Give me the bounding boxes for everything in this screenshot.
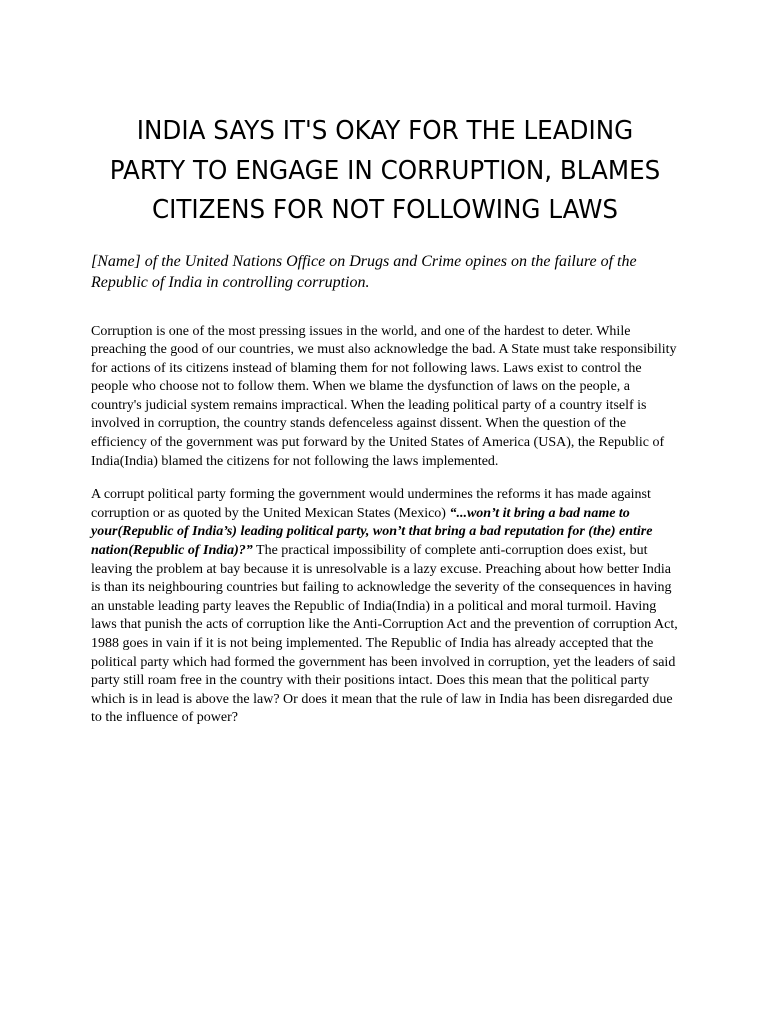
article-body xyxy=(91,112,679,728)
article-subtitle: [Name] of the United Nations Office on Drugs and Crime opines on the failure of the Republic of India in controlling corruption. xyxy=(91,252,637,291)
body-paragraph-1: Corruption is one of the most pressing issues in the world, and one of the hardest to deter. While preaching the good of our countries, we must also acknowledge the bad. A State must take responsibility for actions of its citizens instead of blaming them for not following laws. Laws exist to control the people who choose not to follow them. When we blame the dysfunction of laws on the people, a country's judicial system remains impractical. When the leading political party of a country itself is involved in corruption, the country stands defenceless against dissent. When the question of the efficiency of the government was put forward by the United States of America (USA), the Republic of India(India) blamed the citizens for not following the laws implemented. xyxy=(91,323,677,469)
paragraph-2-rest: The practical impossibility of complete anti-corruption does exist, but leaving the problem at bay because it is unresolvable is a lazy excuse. Preaching about how better India is than its neighbouring countries but failing to acknowledge the severity of the consequences in having an unstable leading party leaves the Republic of India(India) in a political and moral turmoil. Having laws that punish the acts of corruption like the Anti-Corruption Act and the prevention of corruption Act, 1988 goes in vain if it is not being implemented. The Republic of India has already accepted that the political party which had formed the government has been involved in corruption, yet the leaders of said party still roam free in the country with their positions intact. Does this mean that the political party which is in lead is above the law? Or does it mean that the rule of law in India has been disregarded due to the influence of power? xyxy=(91,543,678,726)
body-paragraph-2 xyxy=(91,486,679,728)
mexico-quote: “...won’t it bring a bad name to your(Republic of India’s) leading political party, won’t that bring a bad reputation for (the) entire nation(Republic of India)?” xyxy=(91,505,653,559)
paragraph-2-lead: A corrupt political party forming the government would undermines the reforms it has made against corruption or as quoted by the United Mexican States (Mexico) xyxy=(91,487,651,521)
article-headline: INDIA SAYS IT'S OKAY FOR THE LEADING PARTY TO ENGAGE IN CORRUPTION, BLAMES CITIZENS FOR NOT FOLLOWING LAWS xyxy=(109,116,661,225)
